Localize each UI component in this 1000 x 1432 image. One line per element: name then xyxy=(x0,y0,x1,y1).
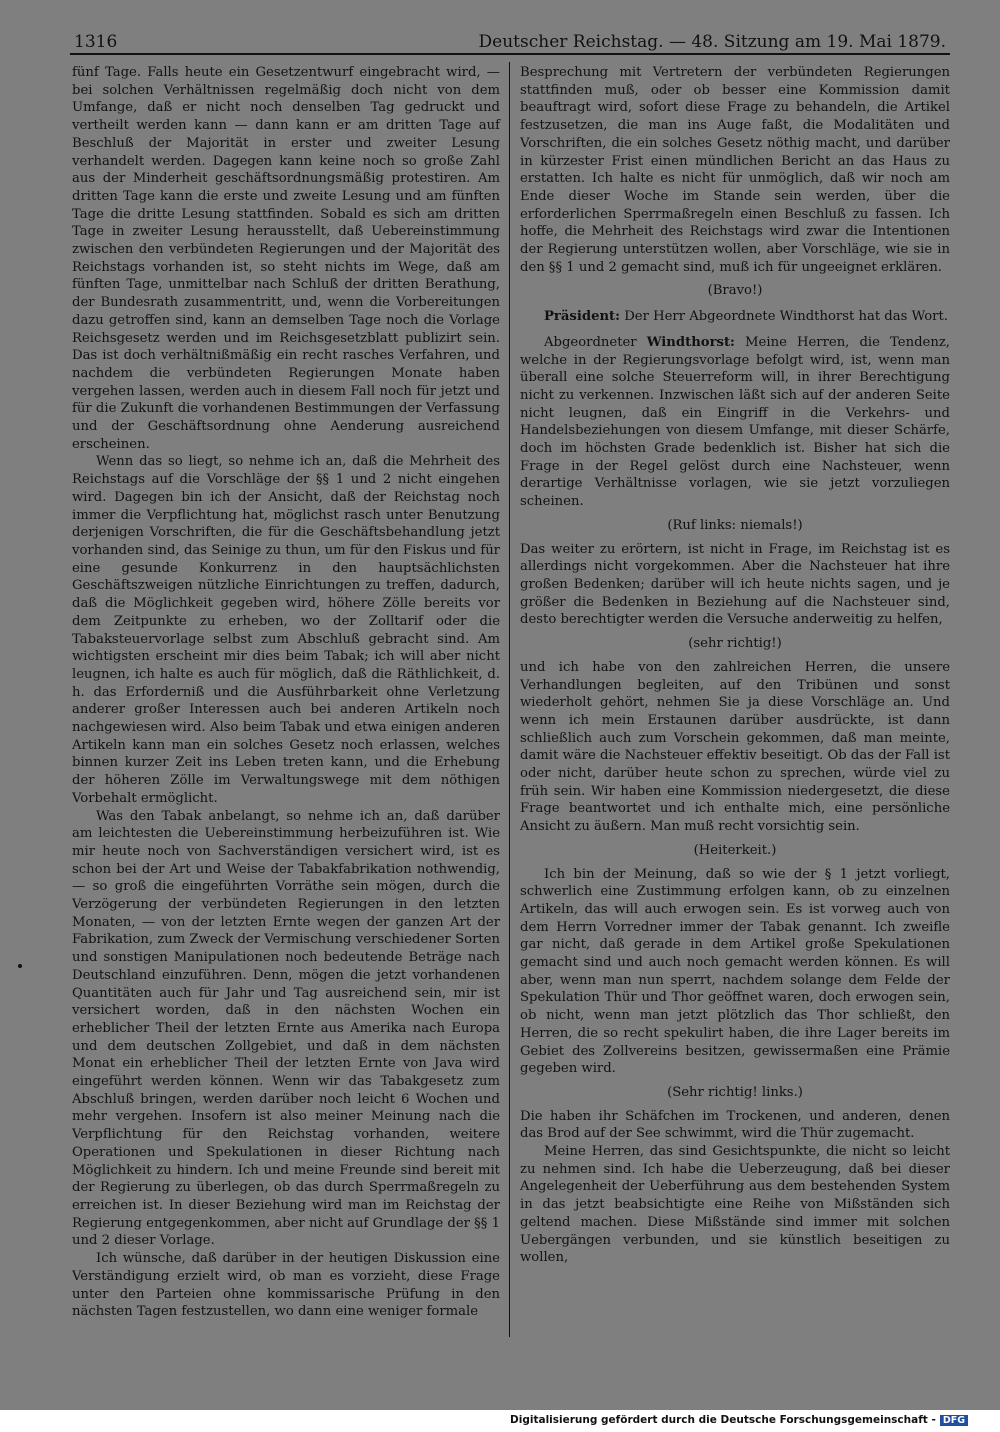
right-paragraph: Meine Herren, das sind Gesichtspunkte, die nicht so leicht zu nehmen sind. Ich habe die Ueberzeugung, daß bei dieser Angelegenheit der Ueberführung aus dem bestehenden System in das jetzt beabsichtigte eine Reihe von Mißständen sich geltend machen. Diese Mißstände sind immer mit solchen Uebergängen verbunden, und sie künstlich beseitigen zu wollen, xyxy=(520,1144,950,1266)
margin-mark xyxy=(18,964,22,968)
right-paragraph: und ich habe von den zahlreichen Herren, die unsere Verhandlungen begleiten, auf den Tribünen und sonst wiederholt gehört, nehmen Sie ja diese Vorschläge an. Und wenn ich mein Erstaunen darüber ausdrückte, ist dann schließlich auch zum Vorschein gekommen, daß man meinte, damit wäre die Nachsteuer effektiv beseitigt. Ob das der Fall ist oder nicht, darüber heute schon zu sprechen, würde viel zu früh sein. Wir haben eine Kommission niedergesetzt, die diese Frage beantwortet und ich enthalte mich, eine persönliche Ansicht zu äußern. Man muß recht vorsichtig sein. xyxy=(520,659,950,835)
speaker-president: Präsident: xyxy=(544,309,621,325)
president-text: Der Herr Abgeordnete Windthorst hat das Wort. xyxy=(624,309,948,325)
reaction-sehr-richtig: (sehr richtig!) xyxy=(688,636,782,652)
page-header xyxy=(70,28,950,54)
header-rule xyxy=(70,53,950,55)
column-divider xyxy=(509,62,510,1337)
reaction-heiterkeit: (Heiterkeit.) xyxy=(693,842,777,858)
right-column xyxy=(520,64,950,1267)
reaction-ruf-links: (Ruf links: niemals!) xyxy=(667,517,803,533)
windthorst-text: Meine Herren, die Tendenz, welche in der Regierungsvorlage befolgt wird, ist, wenn man überall eine solche Steuerreform will, in ihrer Berechtigung nicht zu verkennen. Inzwischen läßt sich auf der anderen Seite nicht leugnen, daß ein Eingriff in die Verkehrs- und Handelsbeziehungen von diesem Umfange, mit dieser Schärfe, doch im höchsten Grade bedenklich ist. Bisher hat sich die Frage in der Regel gelöst durch eine Nachsteuer, wenn derartige Verhältnisse vorlagen, wie sie jetzt vorzuliegen scheinen. xyxy=(520,334,950,510)
reaction-bravo: (Bravo!) xyxy=(707,283,763,299)
right-paragraph: Das weiter zu erörtern, ist nicht in Frage, im Reichstag ist es allerdings nicht vorgekommen. Aber die Nachsteuer hat ihre großen Bedenken; darüber will ich heute nichts sagen, und je größer die Bedenken in Beziehung auf die Nachsteuer sind, desto berechtigter werden die Versuche anderweitig zu helfen, xyxy=(520,541,950,628)
credit-text: Digitalisierung gefördert durch die Deutsche Forschungsgemeinschaft - xyxy=(510,1414,936,1426)
reaction-sehr-richtig-links: (Sehr richtig! links.) xyxy=(667,1084,803,1100)
left-column xyxy=(72,64,500,1321)
running-title: Deutscher Reichstag. — 48. Sitzung am 19. Mai 1879. xyxy=(478,32,946,52)
left-paragraph: Was den Tabak anbelangt, so nehme ich an, daß darüber am leichtesten die Uebereinstimmung herbeizuführen ist. Wie mir heute noch von Sachverständigen versichert wird, ist es schon bei der Art und Weise der Tabakfabrikation nothwendig, — so groß die eingeführten Vorräthe sein mögen, durch die Verzögerung der verbündeten Regierungen in den letzten Monaten, — von der letzten Ernte wegen der ganzen Art der Fabrikation, zum Zweck der Vermischung verschiedener Sorten und sonstigen Manipulationen noch bedeutende Beträge nach Deutschland einzuführen. Denn, mögen die jetzt vorhandenen Quantitäten auch für Jahr und Tag ausreichend sein, mir ist versichert worden, daß in den nächsten Wochen ein erheblicher Theil der letzten Ernte aus Amerika nach Europa und dem deutschen Zollgebiet, und daß in dem nächsten Monat ein erheblicher Theil der letzten Ernte von Java wird eingeführt werden können. Wenn wir das Tabakgesetz zum Abschluß bringen, werden darüber noch leicht 6 Wochen und mehr vergehen. Insofern ist also meiner Meinung nach die Verpflichtung für den Reichstag vorhanden, weitere Operationen und Spekulationen in dieser Richtung nach Möglichkeit zu hindern. Ich und meine Freunde sind bereit mit der Regierung zu überlegen, ob das durch Sperrmaßregeln zu erreichen ist. In dieser Beziehung wird man im Reichstag der Regierung entgegenkommen, aber nicht auf Grundlage der §§ 1 und 2 dieser Vorlage. xyxy=(72,808,500,1249)
digitization-credit xyxy=(510,1414,968,1426)
dfg-logo: DFG xyxy=(940,1415,968,1426)
windthorst-statement xyxy=(520,334,950,511)
left-paragraph: fünf Tage. Falls heute ein Gesetzentwurf eingebracht wird, — bei solchen Verhältnissen regelmäßig doch nicht von dem Umfange, daß er nicht noch denselben Tag gedruckt und vertheilt werden kann — dann kann er am dritten Tage auf Beschluß der Majorität in erster und zweiter Lesung verhandelt werden. Dagegen kann keine noch so große Zahl aus der Minderheit geschäftsordnungsmäßig protestiren. Am dritten Tage kann die erste und zweite Lesung und am fünften Tage die dritte Lesung stattfinden. Sobald es sich am dritten Tage in zweiter Lesung herausstellt, daß Uebereinstimmung zwischen den verbündeten Regierungen und der Majorität des Reichstags vorhanden ist, so steht nichts im Wege, daß am fünften Tage, unmittelbar nach Schluß der dritten Berathung, der Bundesrath zusammentritt, und, wenn die Vorbereitungen dazu getroffen sind, kann an demselben Tage noch die Vorlage Reichsgesetz werden und im Reichsgesetzblatt publizirt sein. Das ist doch verhältnißmäßig ein recht rasches Verfahren, und nachdem die verbündeten Regierungen Monate haben vergehen lassen, werden auch in diesem Fall noch für jetzt und für die Zukunft die vorhandenen Bestimmungen der Verfassung und der Geschäftsordnung ohne Aenderung ausreichend erscheinen. xyxy=(72,65,500,452)
right-paragraph: Ich bin der Meinung, daß so wie der § 1 jetzt vorliegt, schwerlich eine Zustimmung erfolgen kann, ob zu einzelnen Artikeln, das will auch erwogen sein. Es ist vorweg auch von dem Herrn Vorredner immer der Tabak genannt. Ich zweifle gar nicht, daß gerade in dem Artikel große Spekulationen gemacht sind und auch noch gemacht werden können. Es will aber, wenn man nun sperrt, nachdem solange dem Felde der Spekulation Thür und Thor geöffnet waren, doch erwogen sein, ob nicht, wenn man jetzt plötzlich das Thor schließt, den Herren, die so recht spekulirt haben, die ihre Lager bereits im Gebiet des Zollvereins besitzen, gewissermaßen eine Prämie gegeben wird. xyxy=(520,866,950,1077)
speaker-prefix: Abgeordneter xyxy=(544,334,637,350)
speaker-windthorst: Windthorst: xyxy=(646,334,735,350)
left-paragraph: Wenn das so liegt, so nehme ich an, daß die Mehrheit des Reichstags auf die Vorschläge der §§ 1 und 2 nicht eingehen wird. Dagegen bin ich der Ansicht, daß der Reichstag noch immer die Verpflichtung hat, möglichst rasch unter Benutzung derjenigen Vorschriften, die für die Geschäftsbehandlung jetzt vorhanden sind, das Seinige zu thun, um für den Fiskus und für eine gesunde Konkurrenz in den hauptsächlichsten Geschäftszweigen nützliche Einrichtungen zu treffen, dadurch, daß die Möglichkeit gegeben wird, höhere Zölle bereits vor dem Zeitpunkte zu erheben, wo der Zolltarif oder die Tabaksteuervorlage selbst zum Abschluß gebracht sind. Am wichtigsten erscheint mir dies beim Tabak; ich will aber nicht leugnen, ich halte es auch für möglich, daß die Räthlichkeit, d. h. das Erforderniß und die Ausführbarkeit ohne Verletzung anderer großer Interessen auch bei anderen Artikeln noch nachgewiesen wird. Also beim Tabak und etwa einigen anderen Artikeln kann man ein solches Gesetz noch erlassen, welches binnen kurzer Zeit ins Leben treten kann, und die Erhebung der höheren Zölle im Verwaltungswege mit dem nöthigen Vorbehalt ermöglicht. xyxy=(72,454,500,806)
page-number: 1316 xyxy=(74,32,118,52)
president-statement xyxy=(520,308,950,326)
right-paragraph: Besprechung mit Vertretern der verbündeten Regierungen stattfinden muß, oder ob besser eine Kommission damit beauftragt wird, sofort diese Frage zu behandeln, die Artikel festzusetzen, die man ins Auge faßt, die Modalitäten und Vorschriften, die ein solches Gesetz nöthig macht, und darüber in kürzester Frist einen mündlichen Bericht an das Haus zu erstatten. Ich halte es nicht für unmöglich, daß wir noch am Ende dieser Woche im Stande sein werden, über die erforderlichen Sperrmaßregeln einen Beschluß zu fassen. Ich hoffe, die Mehrheit des Reichstags wird zwar die Intentionen der Regierung unterstützen wollen, aber Vorschläge, wie sie in den §§ 1 und 2 gemacht sind, muß ich für ungeeignet erklären. xyxy=(520,65,950,275)
right-paragraph: Die haben ihr Schäfchen im Trockenen, und anderen, denen das Brod auf der See schwimmt, wird die Thür zugemacht. xyxy=(520,1108,950,1142)
left-paragraph: Ich wünsche, daß darüber in der heutigen Diskussion eine Verständigung erzielt wird, ob man es vorzieht, diese Frage unter den Parteien ohne kommissarische Prüfung in den nächsten Tagen festzustellen, wo dann eine weniger formale xyxy=(72,1251,500,1320)
